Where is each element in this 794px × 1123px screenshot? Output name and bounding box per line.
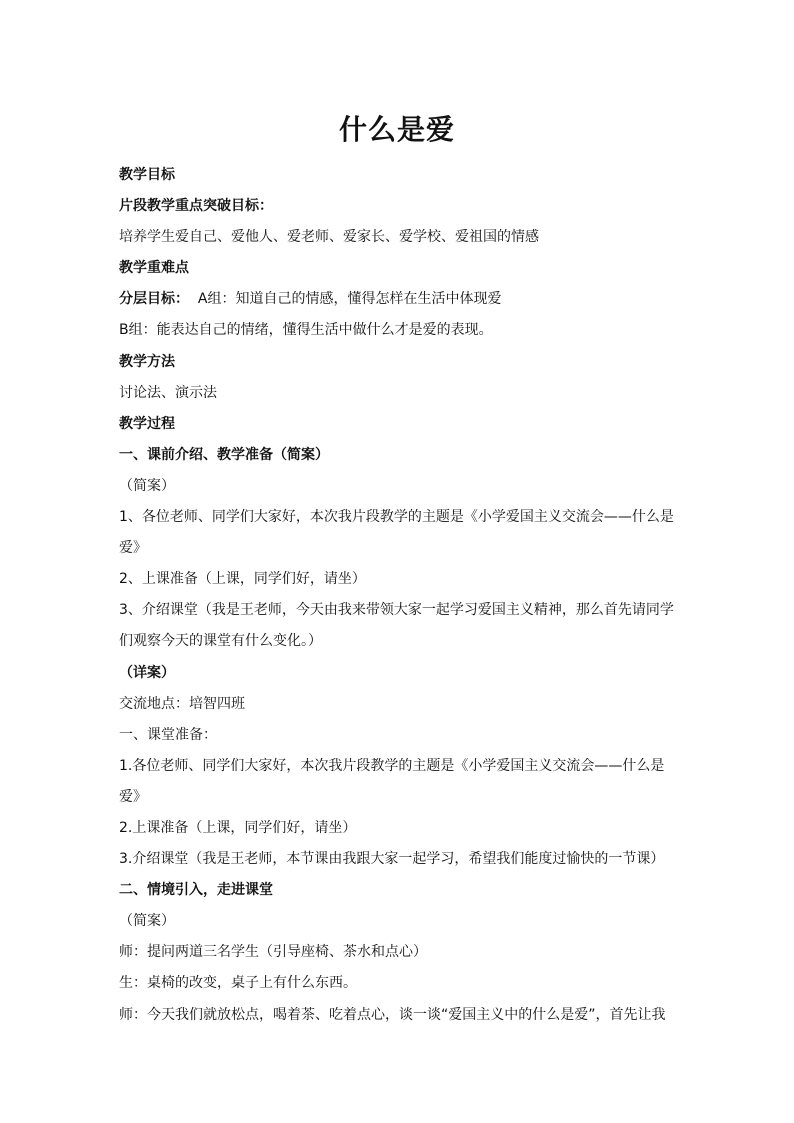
paragraph-text: 交流地点：培智四班 (119, 695, 245, 712)
text-line (119, 937, 679, 968)
text-line (119, 191, 679, 222)
text-line (119, 813, 679, 844)
text-line (119, 595, 679, 626)
text-line (119, 720, 679, 751)
paragraph-text: 1.各位老师、同学们大家好，本次我片段教学的主题是《小学爱国主义交流会——什么是 (119, 757, 665, 774)
text-line (119, 875, 679, 906)
text-line (119, 222, 679, 253)
paragraph-text: 2、上课准备（上课，同学们好，请坐） (119, 571, 366, 588)
paragraph-text: （简案） (119, 477, 175, 494)
heading-text: 一、课前介绍、教学准备（简案） (119, 446, 329, 463)
text-line (119, 1000, 679, 1031)
heading-text: 教学过程 (119, 415, 175, 432)
text-line (119, 782, 679, 813)
document-body (119, 160, 679, 1031)
text-line (119, 844, 679, 875)
heading-text: 二、情境引入，走进课堂 (119, 882, 273, 899)
text-line (119, 626, 679, 657)
heading-text: 分层目标： (119, 291, 189, 308)
heading-text: 教学重难点 (119, 260, 189, 277)
paragraph-text: 师：今天我们就放松点，喝着茶、吃着点心，谈一谈“爱国主义中的什么是爱”，首先让我 (119, 1006, 666, 1023)
text-line (119, 906, 679, 937)
paragraph-text: 爱》 (119, 540, 147, 557)
text-line (119, 440, 679, 471)
text-line (119, 689, 679, 720)
text-line (119, 378, 679, 409)
text-line (119, 347, 679, 378)
paragraph-text: B组：能表达自己的情绪，懂得生活中做什么才是爱的表现。 (119, 322, 493, 339)
heading-text: （详案） (119, 664, 175, 681)
heading-text: 教学目标 (119, 167, 175, 183)
paragraph-text: 1、各位老师、同学们大家好，本次我片段教学的主题是《小学爱国主义交流会——什么是 (119, 509, 674, 526)
text-line (119, 751, 679, 782)
text-line (119, 658, 679, 689)
paragraph-text: A组：知道自己的情感，懂得怎样在生活中体现爱 (189, 291, 502, 308)
text-line (119, 968, 679, 999)
paragraph-text: （简案） (119, 913, 175, 930)
text-line (119, 533, 679, 564)
paragraph-text: 们观察今天的课堂有什么变化。） (119, 633, 322, 650)
text-line (119, 471, 679, 502)
text-line (119, 564, 679, 595)
text-line (119, 160, 679, 191)
paragraph-text: 讨论法、演示法 (119, 384, 217, 401)
paragraph-text: 3、介绍课堂（我是王老师，今天由我来带领大家一起学习爱国主义精神，那么首先请同学 (119, 602, 674, 619)
text-line (119, 502, 679, 533)
document-title: 什么是爱 (338, 113, 455, 146)
text-line (119, 284, 679, 315)
paragraph-text: 培养学生爱自己、爱他人、爱老师、爱家长、爱学校、爱祖国的情感 (119, 229, 539, 246)
text-line (119, 253, 679, 284)
heading-text: 教学方法 (119, 353, 175, 370)
text-line (119, 409, 679, 440)
paragraph-text: 2.上课准备（上课，同学们好，请坐） (119, 819, 357, 836)
paragraph-text: 生：桌椅的改变，桌子上有什么东西。 (119, 975, 357, 992)
paragraph-text: 3.介绍课堂（我是王老师，本节课由我跟大家一起学习，希望我们能度过愉快的一节课） (119, 851, 665, 868)
paragraph-text: 师：提问两道三名学生（引导座椅、茶水和点心） (119, 944, 427, 961)
text-line (119, 315, 679, 346)
paragraph-text: 爱》 (119, 788, 147, 805)
heading-text: 片段教学重点突破目标： (119, 198, 273, 215)
paragraph-text: 一、课堂准备： (119, 726, 217, 743)
